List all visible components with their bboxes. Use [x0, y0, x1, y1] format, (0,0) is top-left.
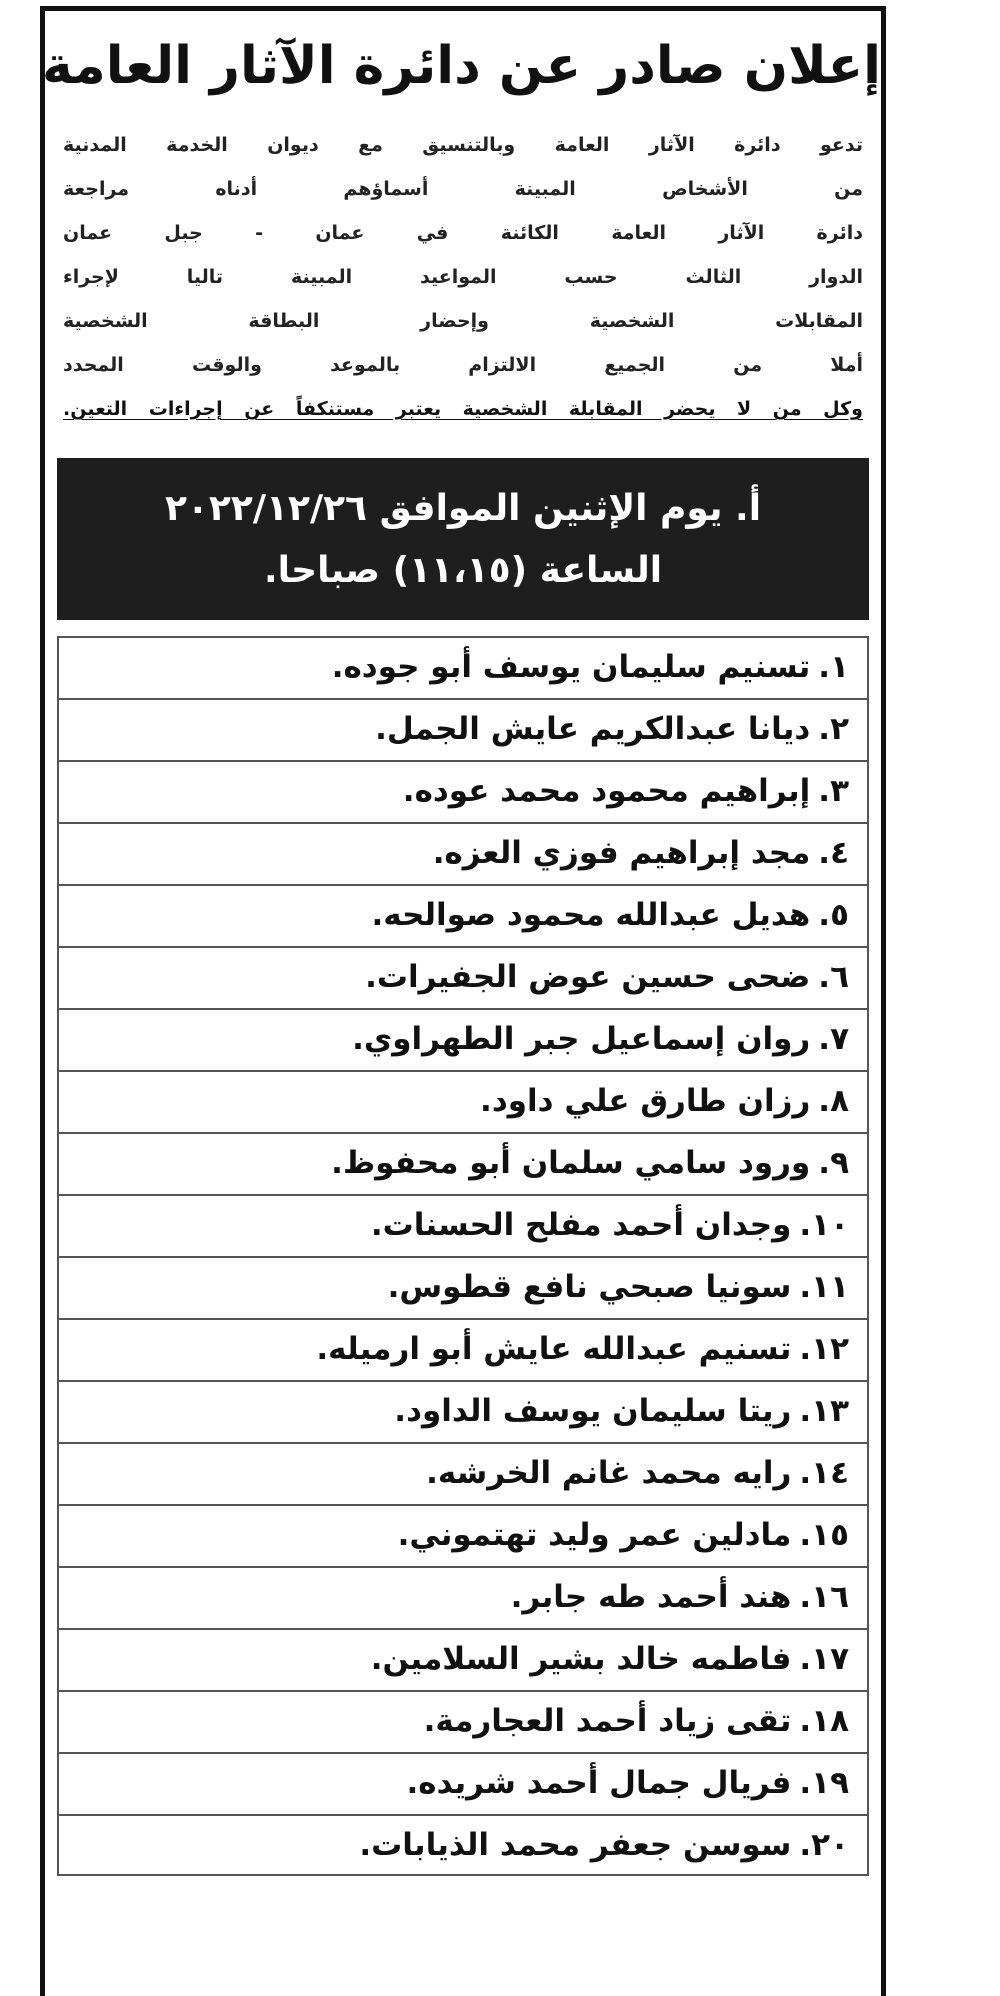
session-day: أ. يوم الإثنين الموافق ٢٠٢٢/١٢/٢٦: [164, 488, 762, 529]
candidate-name: تسنيم عبدالله عايش أبو ارميله.: [316, 1331, 792, 1367]
intro-line: من الأشخاص المبينة أسماؤهم أدناه مراجعة: [63, 178, 863, 200]
candidate-row: [57, 698, 869, 760]
candidate-name: رزان طارق علي داود.: [480, 1083, 811, 1119]
candidate-number: ١٢.: [799, 1331, 849, 1367]
session-time: الساعة (١١،١٥) صباحا.: [263, 550, 663, 591]
intro-line: تدعو دائرة الآثار العامة وبالتنسيق مع ديوان الخدمة المدنية: [63, 134, 863, 156]
intro-line: المقابلات الشخصية وإحضار البطاقة الشخصية: [63, 310, 863, 332]
candidate-row: [57, 1070, 869, 1132]
candidate-row: [57, 1132, 869, 1194]
candidate-name: فاطمه خالد بشير السلامين.: [370, 1641, 792, 1677]
candidate-number: ١٠.: [799, 1207, 849, 1243]
candidate-number: ١٨.: [799, 1703, 849, 1739]
candidate-number: ٨.: [818, 1083, 849, 1119]
announcement-intro: [63, 123, 863, 431]
candidate-number: ٤.: [818, 835, 849, 871]
candidate-row: [57, 1442, 869, 1504]
candidate-name: تسنيم سليمان يوسف أبو جوده.: [331, 649, 811, 685]
candidate-number: ١.: [818, 649, 849, 685]
candidate-name: روان إسماعيل جبر الطهراوي.: [352, 1021, 811, 1057]
candidate-row: [57, 1814, 869, 1876]
candidate-number: ١١.: [799, 1269, 849, 1305]
candidate-name: هديل عبدالله محمود صوالحه.: [371, 897, 811, 933]
candidate-name: مادلين عمر وليد تهتموني.: [397, 1517, 792, 1553]
candidate-row: [57, 1504, 869, 1566]
candidate-name: وجدان أحمد مفلح الحسنات.: [370, 1207, 792, 1243]
candidate-number: ٩.: [818, 1145, 849, 1181]
session-banner: [57, 458, 869, 620]
candidate-number: ١٦.: [799, 1579, 849, 1615]
intro-line: دائرة الآثار العامة الكائنة في عمان - جبل عمان: [63, 222, 863, 244]
candidate-row: [57, 1194, 869, 1256]
candidate-number: ٦.: [818, 959, 849, 995]
candidate-row: [57, 636, 869, 698]
candidate-row: [57, 1256, 869, 1318]
candidate-row: [57, 822, 869, 884]
candidate-row: [57, 760, 869, 822]
intro-warning-line: وكل من لا يحضر المقابلة الشخصية يعتبر مستنكفاً عن إجراءات التعين.: [63, 398, 863, 420]
candidate-name: مجد إبراهيم فوزي العزه.: [432, 835, 811, 871]
candidate-name: هند أحمد طه جابر.: [510, 1579, 792, 1615]
candidate-name: ريتا سليمان يوسف الداود.: [394, 1393, 792, 1429]
candidate-name: رايه محمد غانم الخرشه.: [426, 1455, 792, 1491]
candidate-row: [57, 1690, 869, 1752]
candidate-row: [57, 1008, 869, 1070]
candidate-number: ٢.: [818, 711, 849, 747]
candidate-name: ديانا عبدالكريم عايش الجمل.: [375, 711, 811, 747]
candidate-number: ١٥.: [799, 1517, 849, 1553]
candidate-number: ١٧.: [799, 1641, 849, 1677]
candidate-name: ورود سامي سلمان أبو محفوظ.: [331, 1145, 811, 1181]
announcement-frame: [40, 6, 886, 1996]
candidate-row: [57, 1752, 869, 1814]
candidate-row: [57, 1628, 869, 1690]
candidate-list: [57, 636, 869, 1876]
announcement-title: إعلان صادر عن دائرة الآثار العامة: [41, 36, 881, 96]
candidate-name: إبراهيم محمود محمد عوده.: [402, 773, 811, 809]
candidate-number: ٧.: [818, 1021, 849, 1057]
candidate-name: سوسن جعفر محمد الذيابات.: [359, 1827, 792, 1863]
candidate-number: ١٤.: [799, 1455, 849, 1491]
candidate-row: [57, 1318, 869, 1380]
candidate-number: ٣.: [818, 773, 849, 809]
candidate-name: تقى زياد أحمد العجارمة.: [423, 1703, 792, 1739]
candidate-number: ٢٠.: [799, 1827, 849, 1863]
candidate-name: ضحى حسين عوض الجفيرات.: [365, 959, 811, 995]
candidate-row: [57, 946, 869, 1008]
candidate-name: سونيا صبحي نافع قطوس.: [387, 1269, 792, 1305]
intro-line: الدوار الثالث حسب المواعيد المبينة تاليا لإجراء: [63, 266, 863, 288]
candidate-row: [57, 1380, 869, 1442]
candidate-name: فريال جمال أحمد شريده.: [406, 1765, 792, 1801]
candidate-row: [57, 884, 869, 946]
candidate-number: ١٩.: [799, 1765, 849, 1801]
intro-line: أملا من الجميع الالتزام بالموعد والوقت المحدد: [63, 354, 863, 376]
candidate-number: ٥.: [818, 897, 849, 933]
candidate-number: ١٣.: [799, 1393, 849, 1429]
candidate-row: [57, 1566, 869, 1628]
